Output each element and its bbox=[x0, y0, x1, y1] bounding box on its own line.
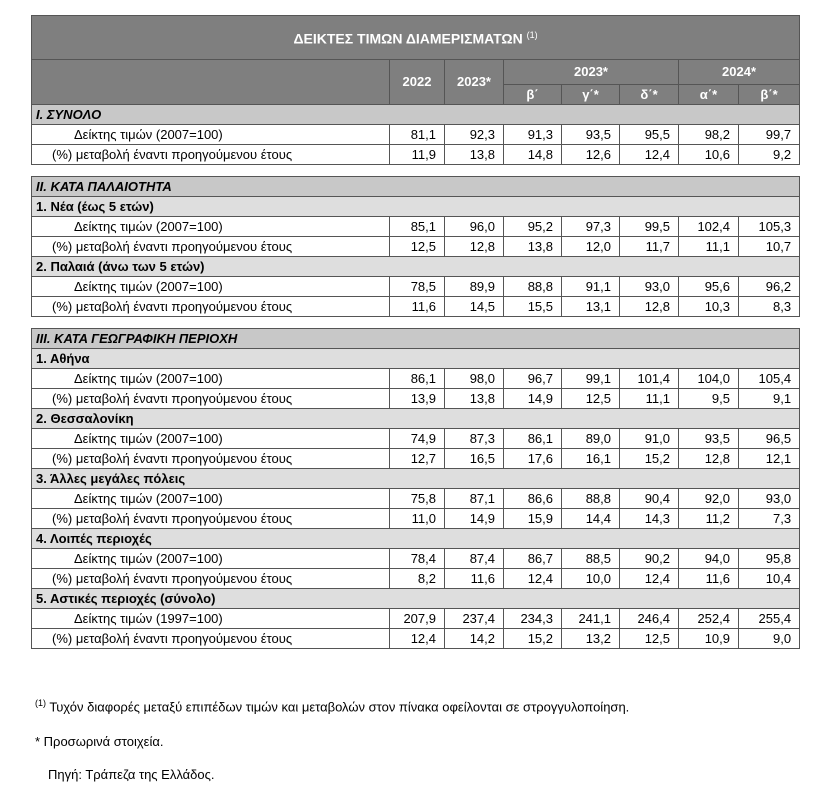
subsection-row bbox=[32, 196, 800, 216]
value-cell: 13,8 bbox=[445, 144, 504, 164]
header-2023-quarters: 2023* bbox=[504, 59, 679, 84]
value-cell: 11,7 bbox=[620, 236, 679, 256]
subsection-label: 3. Άλλες μεγάλες πόλεις bbox=[32, 468, 800, 488]
value-cell: 86,7 bbox=[504, 548, 562, 568]
value-cell: 12,4 bbox=[620, 144, 679, 164]
value-cell: 78,5 bbox=[390, 276, 445, 296]
value-cell: 246,4 bbox=[620, 608, 679, 628]
value-cell: 88,8 bbox=[562, 488, 620, 508]
value-cell: 88,5 bbox=[562, 548, 620, 568]
value-cell: 13,2 bbox=[562, 628, 620, 648]
row-label: (%) μεταβολή έναντι προηγούμενου έτους bbox=[32, 144, 390, 164]
value-cell: 99,7 bbox=[739, 124, 800, 144]
row-label: (%) μεταβολή έναντι προηγούμενου έτους bbox=[32, 388, 390, 408]
value-cell: 12,4 bbox=[390, 628, 445, 648]
value-cell: 95,8 bbox=[739, 548, 800, 568]
value-cell: 207,9 bbox=[390, 608, 445, 628]
subsection-label: 1. Αθήνα bbox=[32, 348, 800, 368]
value-cell: 93,5 bbox=[562, 124, 620, 144]
apartment-price-index-table bbox=[31, 15, 800, 649]
table-row bbox=[32, 488, 800, 508]
table-title-cell bbox=[32, 16, 800, 60]
value-cell: 95,5 bbox=[620, 124, 679, 144]
table-row bbox=[32, 608, 800, 628]
value-cell: 90,4 bbox=[620, 488, 679, 508]
value-cell: 99,1 bbox=[562, 368, 620, 388]
value-cell: 15,2 bbox=[620, 448, 679, 468]
value-cell: 101,4 bbox=[620, 368, 679, 388]
value-cell: 92,0 bbox=[679, 488, 739, 508]
value-cell: 9,2 bbox=[739, 144, 800, 164]
header-2024-q1: α΄* bbox=[679, 84, 739, 104]
row-label: Δείκτης τιμών (2007=100) bbox=[32, 548, 390, 568]
section-spacer bbox=[32, 316, 800, 328]
row-label: Δείκτης τιμών (2007=100) bbox=[32, 124, 390, 144]
value-cell: 10,0 bbox=[562, 568, 620, 588]
value-cell: 10,9 bbox=[679, 628, 739, 648]
row-label: Δείκτης τιμών (2007=100) bbox=[32, 276, 390, 296]
value-cell: 14,5 bbox=[445, 296, 504, 316]
table-row bbox=[32, 276, 800, 296]
header-2023-annual: 2023* bbox=[445, 59, 504, 104]
header-2024-quarters: 2024* bbox=[679, 59, 800, 84]
value-cell: 87,4 bbox=[445, 548, 504, 568]
value-cell: 16,1 bbox=[562, 448, 620, 468]
table-row bbox=[32, 236, 800, 256]
value-cell: 12,8 bbox=[620, 296, 679, 316]
value-cell: 98,2 bbox=[679, 124, 739, 144]
value-cell: 105,4 bbox=[739, 368, 800, 388]
table-row bbox=[32, 296, 800, 316]
value-cell: 10,7 bbox=[739, 236, 800, 256]
row-label: (%) μεταβολή έναντι προηγούμενου έτους bbox=[32, 448, 390, 468]
table-row bbox=[32, 628, 800, 648]
table-row bbox=[32, 568, 800, 588]
value-cell: 10,4 bbox=[739, 568, 800, 588]
value-cell: 11,2 bbox=[679, 508, 739, 528]
value-cell: 10,3 bbox=[679, 296, 739, 316]
value-cell: 255,4 bbox=[739, 608, 800, 628]
value-cell: 14,4 bbox=[562, 508, 620, 528]
row-label: Δείκτης τιμών (1997=100) bbox=[32, 608, 390, 628]
value-cell: 91,3 bbox=[504, 124, 562, 144]
value-cell: 11,0 bbox=[390, 508, 445, 528]
subsection-label: 5. Αστικές περιοχές (σύνολο) bbox=[32, 588, 800, 608]
table-row bbox=[32, 144, 800, 164]
value-cell: 234,3 bbox=[504, 608, 562, 628]
value-cell: 85,1 bbox=[390, 216, 445, 236]
provisional-note: * Προσωρινά στοιχεία. bbox=[35, 734, 164, 749]
value-cell: 13,1 bbox=[562, 296, 620, 316]
value-cell: 96,2 bbox=[739, 276, 800, 296]
value-cell: 9,1 bbox=[739, 388, 800, 408]
subsection-label: 2. Παλαιά (άνω των 5 ετών) bbox=[32, 256, 800, 276]
section-label: II. ΚΑΤΑ ΠΑΛΑΙΟΤΗΤΑ bbox=[32, 176, 800, 196]
value-cell: 12,7 bbox=[390, 448, 445, 468]
value-cell: 86,1 bbox=[504, 428, 562, 448]
value-cell: 105,3 bbox=[739, 216, 800, 236]
value-cell: 11,6 bbox=[445, 568, 504, 588]
value-cell: 12,6 bbox=[562, 144, 620, 164]
row-label: (%) μεταβολή έναντι προηγούμενου έτους bbox=[32, 628, 390, 648]
footnote-mark: (1) bbox=[35, 698, 46, 708]
value-cell: 12,8 bbox=[445, 236, 504, 256]
value-cell: 8,2 bbox=[390, 568, 445, 588]
header-2024-q2: β΄* bbox=[739, 84, 800, 104]
subsection-row bbox=[32, 408, 800, 428]
value-cell: 11,6 bbox=[390, 296, 445, 316]
value-cell: 8,3 bbox=[739, 296, 800, 316]
spacer-cell bbox=[32, 316, 800, 328]
value-cell: 104,0 bbox=[679, 368, 739, 388]
table-row bbox=[32, 368, 800, 388]
subsection-row bbox=[32, 528, 800, 548]
value-cell: 14,3 bbox=[620, 508, 679, 528]
section-row bbox=[32, 104, 800, 124]
value-cell: 15,9 bbox=[504, 508, 562, 528]
value-cell: 93,0 bbox=[620, 276, 679, 296]
value-cell: 98,0 bbox=[445, 368, 504, 388]
value-cell: 91,1 bbox=[562, 276, 620, 296]
subsection-row bbox=[32, 588, 800, 608]
spacer-cell bbox=[32, 164, 800, 176]
row-label: Δείκτης τιμών (2007=100) bbox=[32, 368, 390, 388]
value-cell: 96,7 bbox=[504, 368, 562, 388]
value-cell: 93,5 bbox=[679, 428, 739, 448]
value-cell: 91,0 bbox=[620, 428, 679, 448]
value-cell: 88,8 bbox=[504, 276, 562, 296]
subsection-row bbox=[32, 468, 800, 488]
value-cell: 12,8 bbox=[679, 448, 739, 468]
value-cell: 12,4 bbox=[620, 568, 679, 588]
section-label: I. ΣΥΝΟΛΟ bbox=[32, 104, 800, 124]
row-label: Δείκτης τιμών (2007=100) bbox=[32, 428, 390, 448]
value-cell: 11,1 bbox=[620, 388, 679, 408]
section-row bbox=[32, 328, 800, 348]
value-cell: 12,1 bbox=[739, 448, 800, 468]
value-cell: 14,9 bbox=[445, 508, 504, 528]
value-cell: 95,2 bbox=[504, 216, 562, 236]
value-cell: 12,5 bbox=[620, 628, 679, 648]
value-cell: 16,5 bbox=[445, 448, 504, 468]
header-2023-q4: δ΄* bbox=[620, 84, 679, 104]
subsection-label: 1. Νέα (έως 5 ετών) bbox=[32, 196, 800, 216]
table-row bbox=[32, 428, 800, 448]
value-cell: 89,0 bbox=[562, 428, 620, 448]
value-cell: 13,9 bbox=[390, 388, 445, 408]
section-row bbox=[32, 176, 800, 196]
row-label: Δείκτης τιμών (2007=100) bbox=[32, 216, 390, 236]
table-row bbox=[32, 548, 800, 568]
value-cell: 13,8 bbox=[445, 388, 504, 408]
value-cell: 11,9 bbox=[390, 144, 445, 164]
value-cell: 86,1 bbox=[390, 368, 445, 388]
value-cell: 97,3 bbox=[562, 216, 620, 236]
value-cell: 15,5 bbox=[504, 296, 562, 316]
value-cell: 14,2 bbox=[445, 628, 504, 648]
value-cell: 9,0 bbox=[739, 628, 800, 648]
table-title: ΔΕΙΚΤΕΣ ΤΙΜΩΝ ΔΙΑΜΕΡΙΣΜΑΤΩΝ bbox=[293, 30, 523, 47]
value-cell: 14,9 bbox=[504, 388, 562, 408]
header-2022: 2022 bbox=[390, 59, 445, 104]
subsection-row bbox=[32, 256, 800, 276]
value-cell: 92,3 bbox=[445, 124, 504, 144]
table-row bbox=[32, 124, 800, 144]
row-label: (%) μεταβολή έναντι προηγούμενου έτους bbox=[32, 236, 390, 256]
value-cell: 87,1 bbox=[445, 488, 504, 508]
value-cell: 89,9 bbox=[445, 276, 504, 296]
footnote-text: Τυχόν διαφορές μεταξύ επιπέδων τιμών και μεταβολών στον πίνακα οφείλονται σε στρογγυλοποίηση. bbox=[46, 699, 630, 715]
value-cell: 241,1 bbox=[562, 608, 620, 628]
value-cell: 17,6 bbox=[504, 448, 562, 468]
value-cell: 12,0 bbox=[562, 236, 620, 256]
table-row bbox=[32, 216, 800, 236]
row-label: (%) μεταβολή έναντι προηγούμενου έτους bbox=[32, 296, 390, 316]
table-row bbox=[32, 508, 800, 528]
value-cell: 75,8 bbox=[390, 488, 445, 508]
value-cell: 93,0 bbox=[739, 488, 800, 508]
table-row bbox=[32, 388, 800, 408]
value-cell: 81,1 bbox=[390, 124, 445, 144]
subsection-row bbox=[32, 348, 800, 368]
header-2023-q2: β΄ bbox=[504, 84, 562, 104]
value-cell: 15,2 bbox=[504, 628, 562, 648]
value-cell: 7,3 bbox=[739, 508, 800, 528]
value-cell: 12,5 bbox=[562, 388, 620, 408]
value-cell: 9,5 bbox=[679, 388, 739, 408]
value-cell: 96,5 bbox=[739, 428, 800, 448]
section-label: III. ΚΑΤΑ ΓΕΩΓΡΑΦΙΚΗ ΠΕΡΙΟΧΗ bbox=[32, 328, 800, 348]
source-note: Πηγή: Τράπεζα της Ελλάδος. bbox=[48, 767, 215, 782]
value-cell: 12,4 bbox=[504, 568, 562, 588]
value-cell: 78,4 bbox=[390, 548, 445, 568]
header-blank bbox=[32, 59, 390, 104]
value-cell: 95,6 bbox=[679, 276, 739, 296]
row-label: (%) μεταβολή έναντι προηγούμενου έτους bbox=[32, 508, 390, 528]
value-cell: 74,9 bbox=[390, 428, 445, 448]
value-cell: 96,0 bbox=[445, 216, 504, 236]
value-cell: 86,6 bbox=[504, 488, 562, 508]
value-cell: 87,3 bbox=[445, 428, 504, 448]
value-cell: 10,6 bbox=[679, 144, 739, 164]
value-cell: 11,1 bbox=[679, 236, 739, 256]
value-cell: 102,4 bbox=[679, 216, 739, 236]
subsection-label: 2. Θεσσαλονίκη bbox=[32, 408, 800, 428]
value-cell: 237,4 bbox=[445, 608, 504, 628]
value-cell: 14,8 bbox=[504, 144, 562, 164]
footnote bbox=[35, 698, 629, 714]
value-cell: 13,8 bbox=[504, 236, 562, 256]
table-title-footnote-mark: (1) bbox=[526, 30, 538, 40]
value-cell: 99,5 bbox=[620, 216, 679, 236]
value-cell: 94,0 bbox=[679, 548, 739, 568]
value-cell: 252,4 bbox=[679, 608, 739, 628]
value-cell: 11,6 bbox=[679, 568, 739, 588]
section-spacer bbox=[32, 164, 800, 176]
row-label: Δείκτης τιμών (2007=100) bbox=[32, 488, 390, 508]
subsection-label: 4. Λοιπές περιοχές bbox=[32, 528, 800, 548]
table-row bbox=[32, 448, 800, 468]
header-2023-q3: γ΄* bbox=[562, 84, 620, 104]
row-label: (%) μεταβολή έναντι προηγούμενου έτους bbox=[32, 568, 390, 588]
value-cell: 12,5 bbox=[390, 236, 445, 256]
value-cell: 90,2 bbox=[620, 548, 679, 568]
